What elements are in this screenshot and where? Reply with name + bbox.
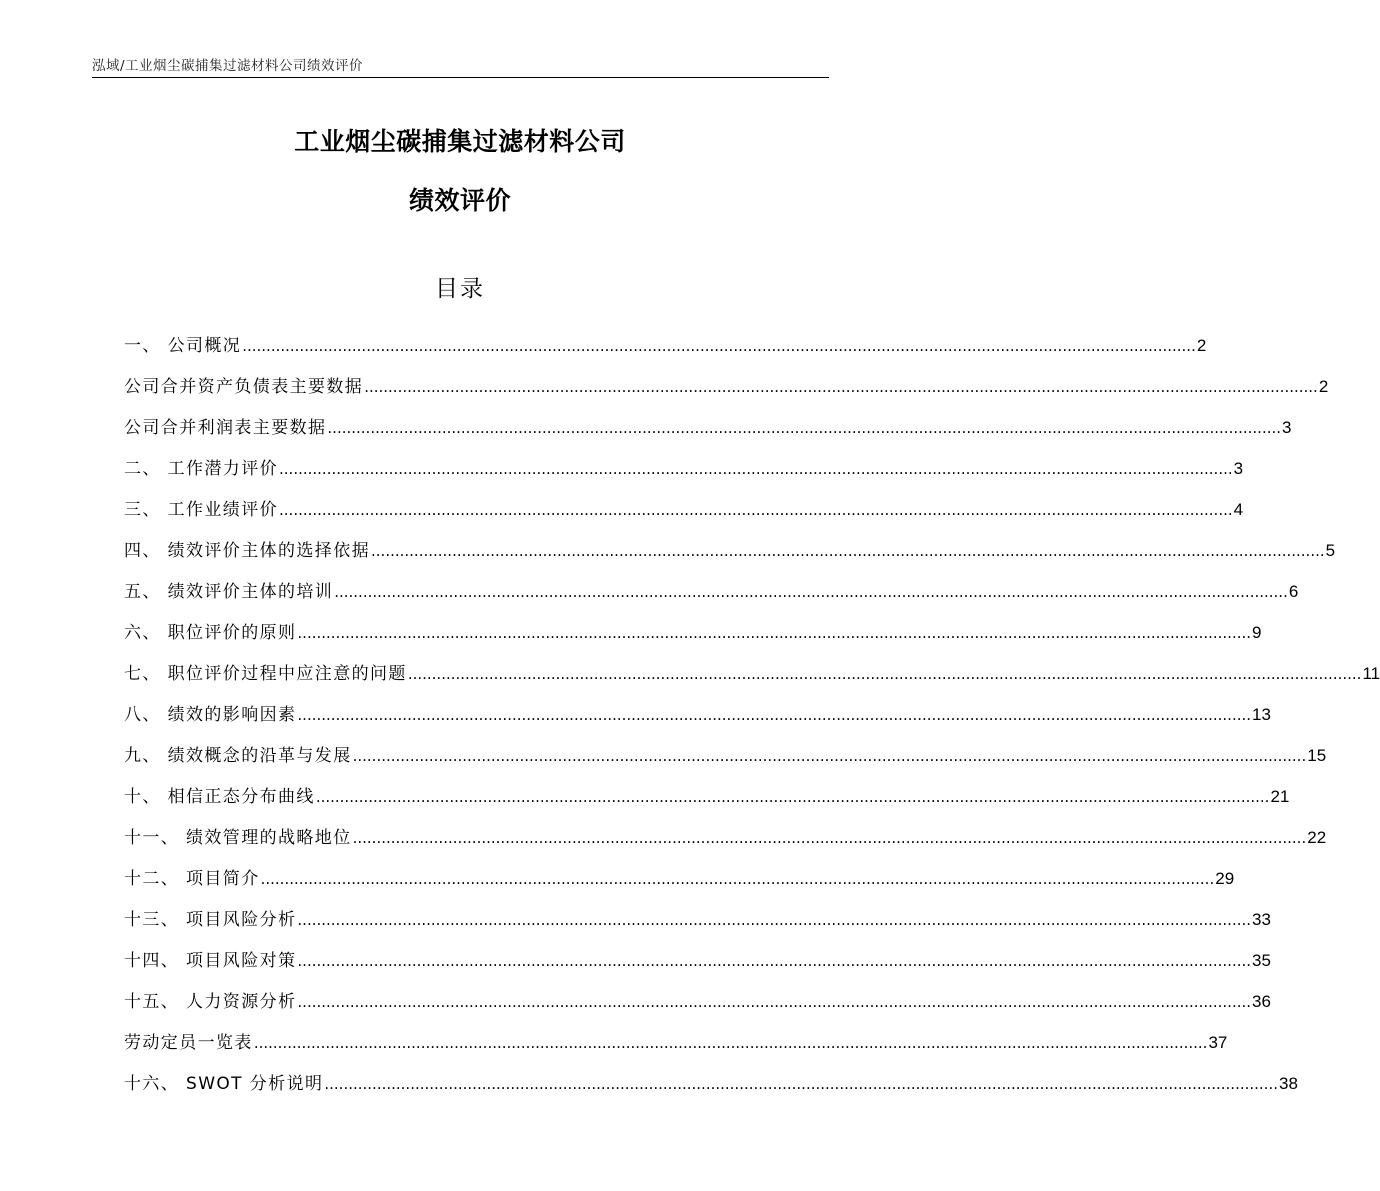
toc-leader-dots: ........................................................................................................................................................................................................ xyxy=(297,952,1252,970)
toc-entry-page: 33 xyxy=(1252,910,1271,929)
toc-entry-page: 37 xyxy=(1208,1033,1228,1052)
document-title-line-1: 工业烟尘碳捕集过滤材料公司 xyxy=(294,127,626,156)
toc-entry-page: 36 xyxy=(1252,992,1271,1011)
toc-entry-label: 公司合并利润表主要数据 xyxy=(124,418,327,438)
toc-heading: 目录 xyxy=(435,276,485,302)
toc-leader-dots: ........................................................................................................................................................................................................ xyxy=(352,829,1307,847)
toc-leader-dots: ........................................................................................................................................................................................................ xyxy=(371,542,1325,560)
toc-entry[interactable] xyxy=(124,1017,1228,1058)
toc-entry-label: 三、 工作业绩评价 xyxy=(124,500,279,520)
toc-entry[interactable] xyxy=(124,484,1244,525)
toc-entry-label: 九、 绩效概念的沿革与发展 xyxy=(124,746,352,766)
toc-entry-page: 11 xyxy=(1362,664,1380,683)
toc-entry-label: 四、 绩效评价主体的选择依据 xyxy=(124,541,371,561)
toc-entry-page: 2 xyxy=(1318,377,1329,396)
toc-entry[interactable] xyxy=(124,730,1327,771)
toc-entry-page: 38 xyxy=(1279,1074,1298,1093)
toc-leader-dots: ........................................................................................................................................................................................................ xyxy=(279,501,1233,519)
toc-entry-label: 一、 公司概况 xyxy=(124,336,242,356)
toc-entry-page: 21 xyxy=(1270,787,1290,806)
toc-entry[interactable] xyxy=(124,812,1327,853)
toc-leader-dots: ........................................................................................................................................................................................................ xyxy=(297,706,1252,724)
toc-entry-label: 八、 绩效的影响因素 xyxy=(124,705,297,725)
toc-entry[interactable] xyxy=(124,320,1207,361)
toc-entry[interactable] xyxy=(124,771,1290,812)
toc-leader-dots: ........................................................................................................................................................................................................ xyxy=(253,1034,1208,1052)
toc-leader-dots: ........................................................................................................................................................................................................ xyxy=(297,911,1252,929)
toc-leader-dots: ........................................................................................................................................................................................................ xyxy=(260,870,1215,888)
toc-leader-dots: ........................................................................................................................................................................................................ xyxy=(242,337,1196,355)
toc-entry[interactable] xyxy=(124,402,1292,443)
toc-entry[interactable] xyxy=(124,853,1235,894)
toc-entry[interactable] xyxy=(124,525,1336,566)
toc-entry-page: 29 xyxy=(1215,869,1235,888)
toc-entry-page: 22 xyxy=(1307,828,1327,847)
toc-entry[interactable] xyxy=(124,607,1262,648)
toc-entry-page: 3 xyxy=(1282,418,1292,437)
table-of-contents xyxy=(124,320,1380,1099)
toc-entry-label: 十四、 项目风险对策 xyxy=(124,951,297,971)
toc-entry-page: 5 xyxy=(1325,541,1336,560)
toc-entry-label: 十、 相信正态分布曲线 xyxy=(124,787,315,807)
toc-entry-label: 十六、 SWOT 分析说明 xyxy=(124,1074,324,1094)
toc-entry[interactable] xyxy=(124,935,1271,976)
toc-entry-page: 35 xyxy=(1252,951,1271,970)
running-header: 泓域/工业烟尘碳捕集过滤材料公司绩效评价 xyxy=(92,58,364,74)
toc-leader-dots: ........................................................................................................................................................................................................ xyxy=(352,747,1307,765)
toc-entry-label: 十一、 绩效管理的战略地位 xyxy=(124,828,352,848)
toc-entry-page: 4 xyxy=(1233,500,1244,519)
toc-leader-dots: ........................................................................................................................................................................................................ xyxy=(315,788,1270,806)
toc-entry-label: 五、 绩效评价主体的培训 xyxy=(124,582,334,602)
toc-entry-page: 9 xyxy=(1252,623,1262,642)
toc-entry-page: 3 xyxy=(1233,459,1244,478)
toc-entry-label: 十五、 人力资源分析 xyxy=(124,992,297,1012)
toc-entry-page: 13 xyxy=(1252,705,1271,724)
toc-entry-label: 十三、 项目风险分析 xyxy=(124,910,297,930)
toc-entry-label: 六、 职位评价的原则 xyxy=(124,623,297,643)
toc-leader-dots: ........................................................................................................................................................................................................ xyxy=(334,583,1288,601)
toc-entry[interactable] xyxy=(124,648,1380,689)
toc-entry[interactable] xyxy=(124,1058,1298,1099)
toc-entry-page: 2 xyxy=(1196,336,1207,355)
toc-entry-page: 15 xyxy=(1307,746,1327,765)
toc-leader-dots: ........................................................................................................................................................................................................ xyxy=(279,460,1233,478)
toc-entry[interactable] xyxy=(124,443,1244,484)
toc-entry[interactable] xyxy=(124,689,1271,730)
toc-entry-label: 劳动定员一览表 xyxy=(124,1033,253,1053)
toc-leader-dots: ........................................................................................................................................................................................................ xyxy=(297,993,1252,1011)
toc-entry-label: 公司合并资产负债表主要数据 xyxy=(124,377,364,397)
toc-entry[interactable] xyxy=(124,894,1271,935)
toc-leader-dots: ........................................................................................................................................................................................................ xyxy=(324,1075,1278,1093)
document-title-line-2: 绩效评价 xyxy=(408,186,511,215)
toc-entry-label: 二、 工作潜力评价 xyxy=(124,459,279,479)
toc-entry[interactable] xyxy=(124,566,1299,607)
toc-leader-dots: ........................................................................................................................................................................................................ xyxy=(297,624,1252,642)
toc-leader-dots: ........................................................................................................................................................................................................ xyxy=(364,378,1318,396)
toc-entry[interactable] xyxy=(124,361,1329,402)
toc-entry-page: 6 xyxy=(1288,582,1299,601)
toc-leader-dots: ........................................................................................................................................................................................................ xyxy=(327,419,1282,437)
toc-entry[interactable] xyxy=(124,976,1271,1017)
toc-entry-label: 十二、 项目简介 xyxy=(124,869,260,889)
toc-entry-label: 七、 职位评价过程中应注意的问题 xyxy=(124,664,407,684)
toc-leader-dots: ........................................................................................................................................................................................................ xyxy=(407,665,1362,683)
header-rule xyxy=(92,77,829,78)
